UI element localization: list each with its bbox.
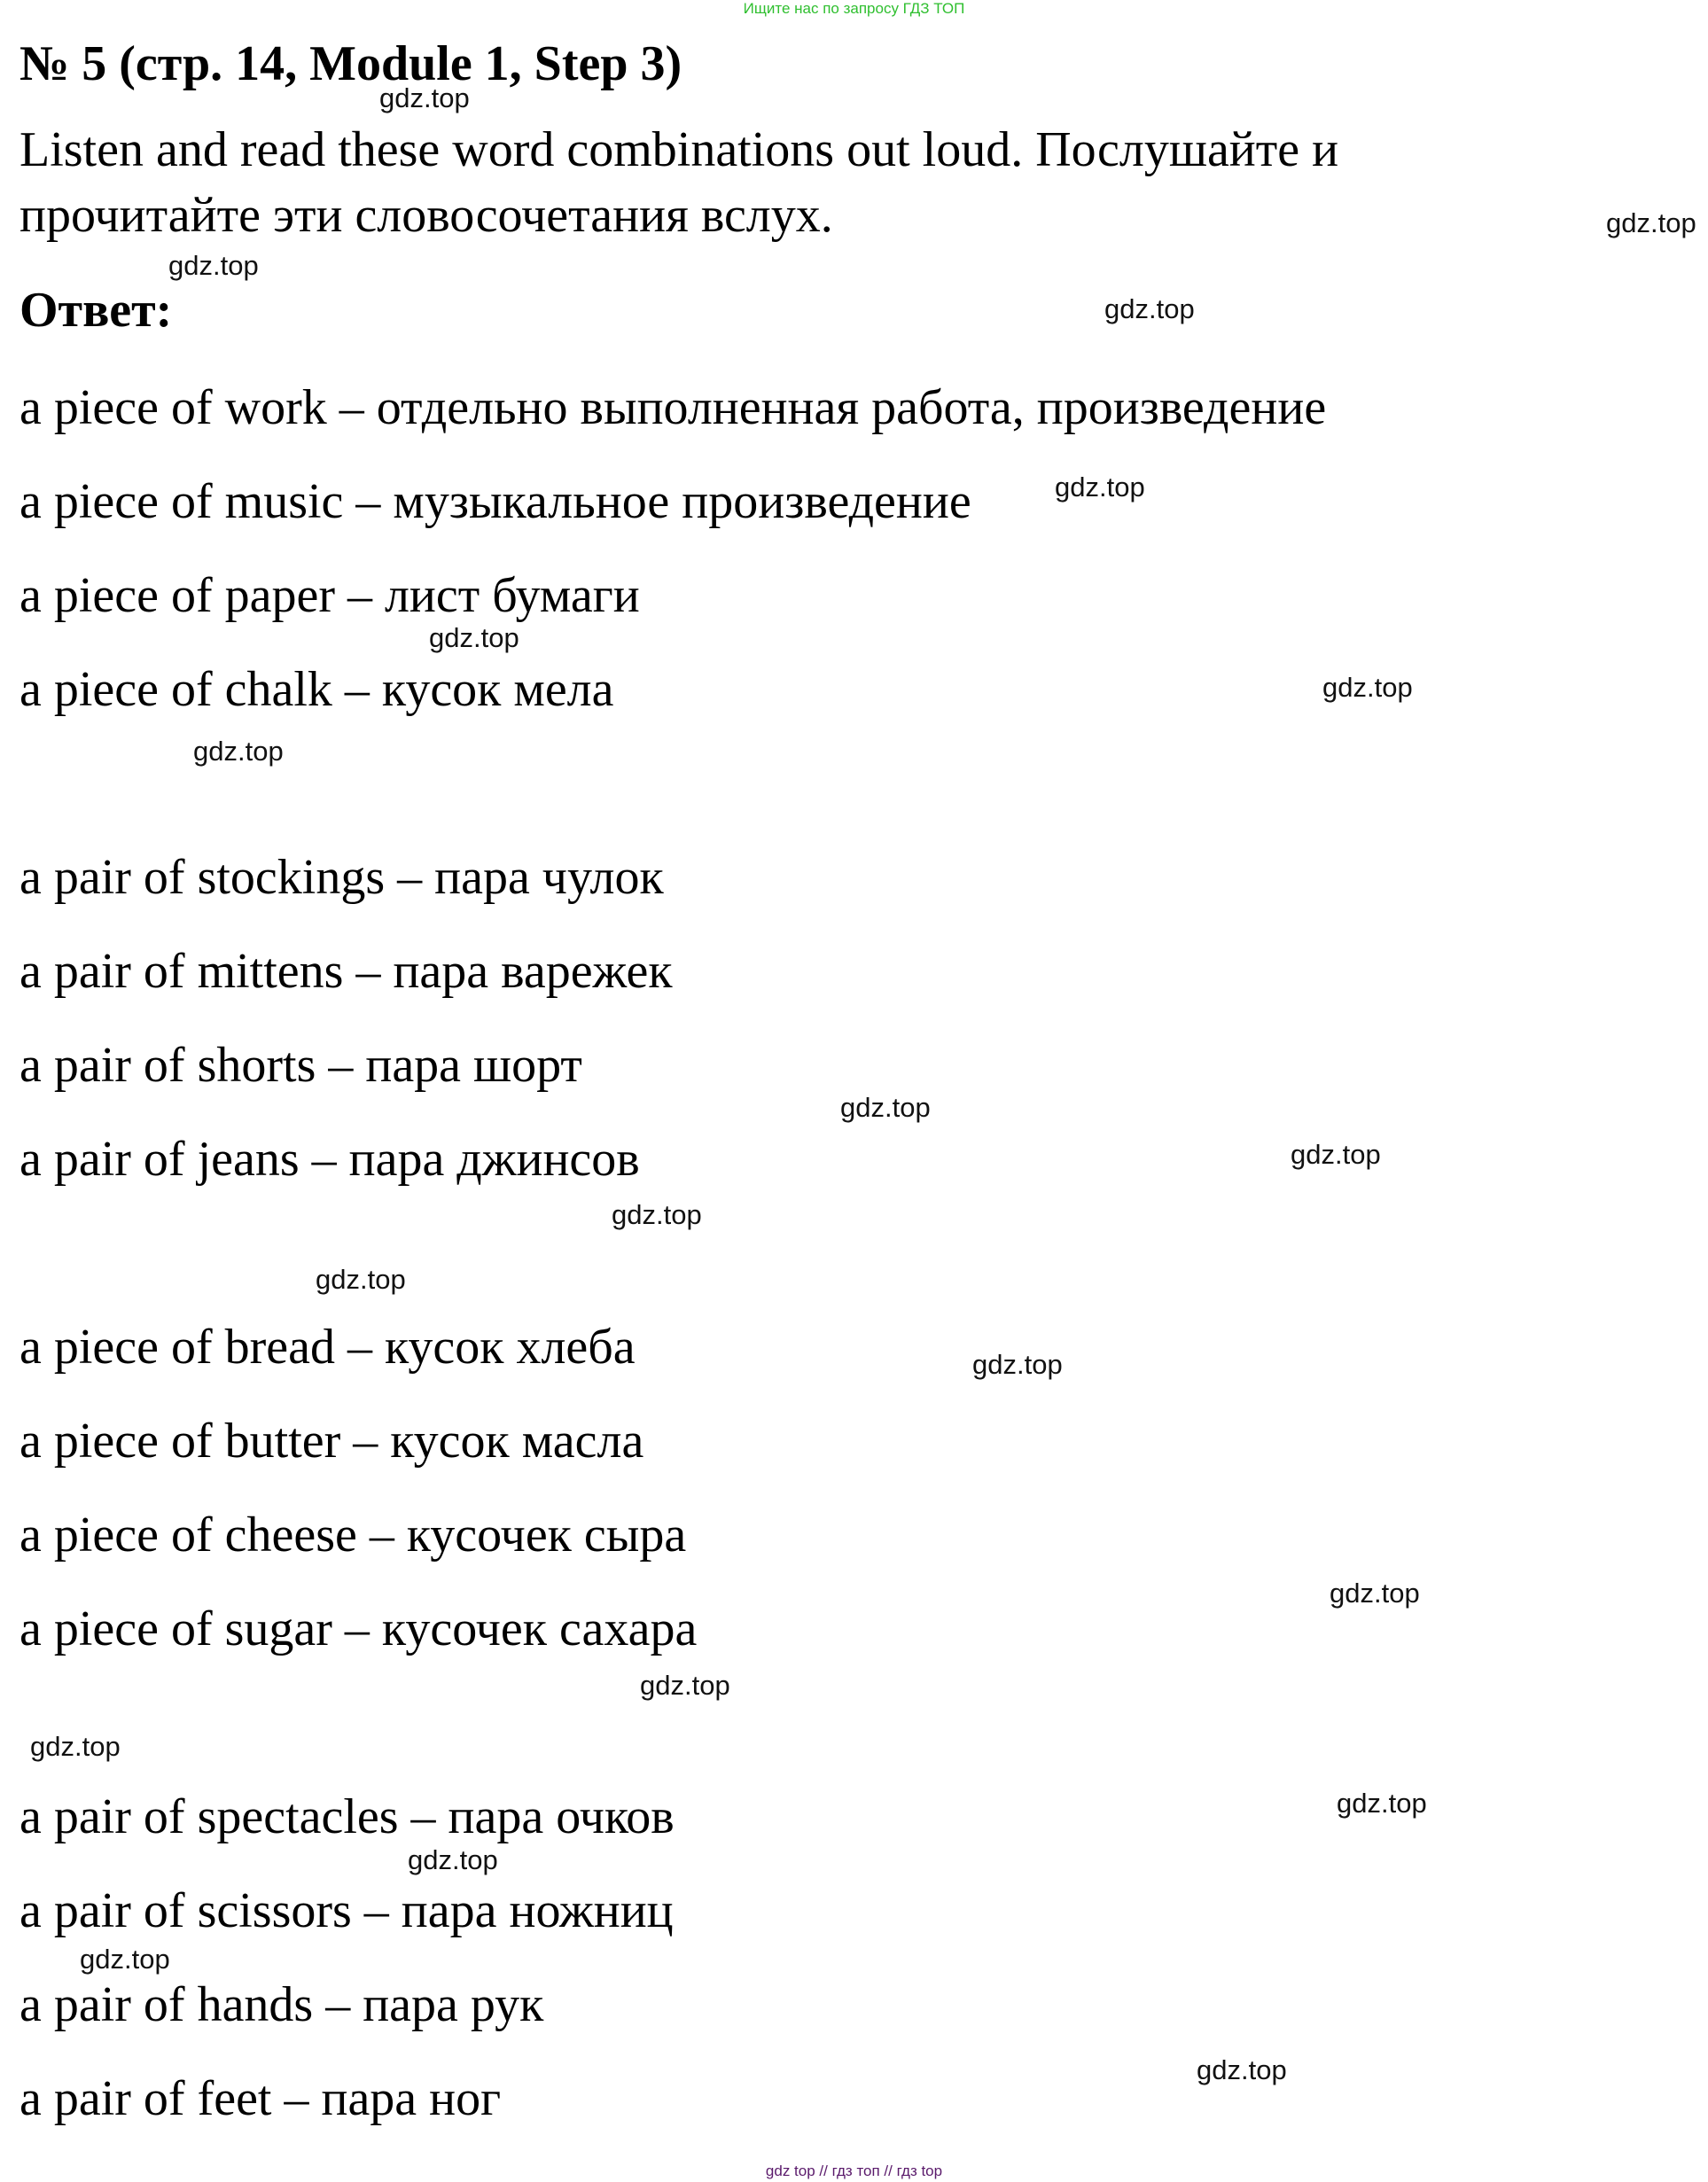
watermark: gdz.top xyxy=(193,736,284,767)
bottom-banner: gdz top // гдз топ // гдз top xyxy=(765,2163,943,2179)
answer-entry: a piece of chalk – кусок мела xyxy=(19,662,614,717)
watermark: gdz.top xyxy=(1291,1139,1381,1170)
answer-entry: a piece of paper – лист бумаги xyxy=(19,568,640,623)
watermark: gdz.top xyxy=(316,1264,406,1295)
watermark: gdz.top xyxy=(840,1092,931,1123)
watermark: gdz.top xyxy=(379,82,470,113)
answer-entry: a pair of stockings – пара чулок xyxy=(19,850,664,905)
watermark: gdz.top xyxy=(1330,1578,1420,1609)
answer-entry: a pair of spectacles – пара очков xyxy=(19,1789,675,1844)
answer-entry: a piece of work – отдельно выполненная работа, произведение xyxy=(19,380,1327,435)
watermark: gdz.top xyxy=(612,1199,702,1230)
watermark: gdz.top xyxy=(30,1731,121,1762)
answer-entry: a pair of shorts – пара шорт xyxy=(19,1038,582,1093)
exercise-title: № 5 (стр. 14, Module 1, Step 3) xyxy=(19,36,682,91)
answer-label: Ответ: xyxy=(19,283,173,338)
watermark: gdz.top xyxy=(640,1670,730,1701)
answer-entry: a piece of music – музыкальное произведение xyxy=(19,474,971,529)
answer-entry: a piece of bread – кусок хлеба xyxy=(19,1320,636,1375)
watermark: gdz.top xyxy=(1606,207,1696,238)
answer-entry: a piece of butter – кусок масла xyxy=(19,1414,644,1469)
watermark: gdz.top xyxy=(80,1944,170,1975)
answer-entry: a pair of mittens – пара варежек xyxy=(19,944,673,999)
answer-entry: a piece of cheese – кусочек сыра xyxy=(19,1508,687,1562)
watermark: gdz.top xyxy=(1197,2054,1287,2085)
exercise-instruction: Listen and read these word combinations out loud. Послушайте и прочитайте эти словосочетания вслух. xyxy=(19,122,1339,243)
watermark: gdz.top xyxy=(972,1349,1063,1380)
top-banner: Ищите нас по запросу ГДЗ ТОП xyxy=(743,0,965,17)
watermark: gdz.top xyxy=(1337,1788,1427,1819)
watermark: gdz.top xyxy=(429,622,519,653)
watermark: gdz.top xyxy=(1104,293,1195,324)
answer-entry: a pair of jeans – пара джинсов xyxy=(19,1132,640,1187)
answer-entry: a pair of hands – пара рук xyxy=(19,1977,544,2032)
watermark: gdz.top xyxy=(168,250,259,281)
watermark: gdz.top xyxy=(1055,471,1145,503)
watermark: gdz.top xyxy=(1322,672,1413,703)
answer-entry: a pair of scissors – пара ножниц xyxy=(19,1883,674,1938)
answer-entry: a piece of sugar – кусочек сахара xyxy=(19,1601,698,1656)
watermark: gdz.top xyxy=(408,1844,498,1875)
answer-entry: a pair of feet – пара ног xyxy=(19,2071,502,2126)
